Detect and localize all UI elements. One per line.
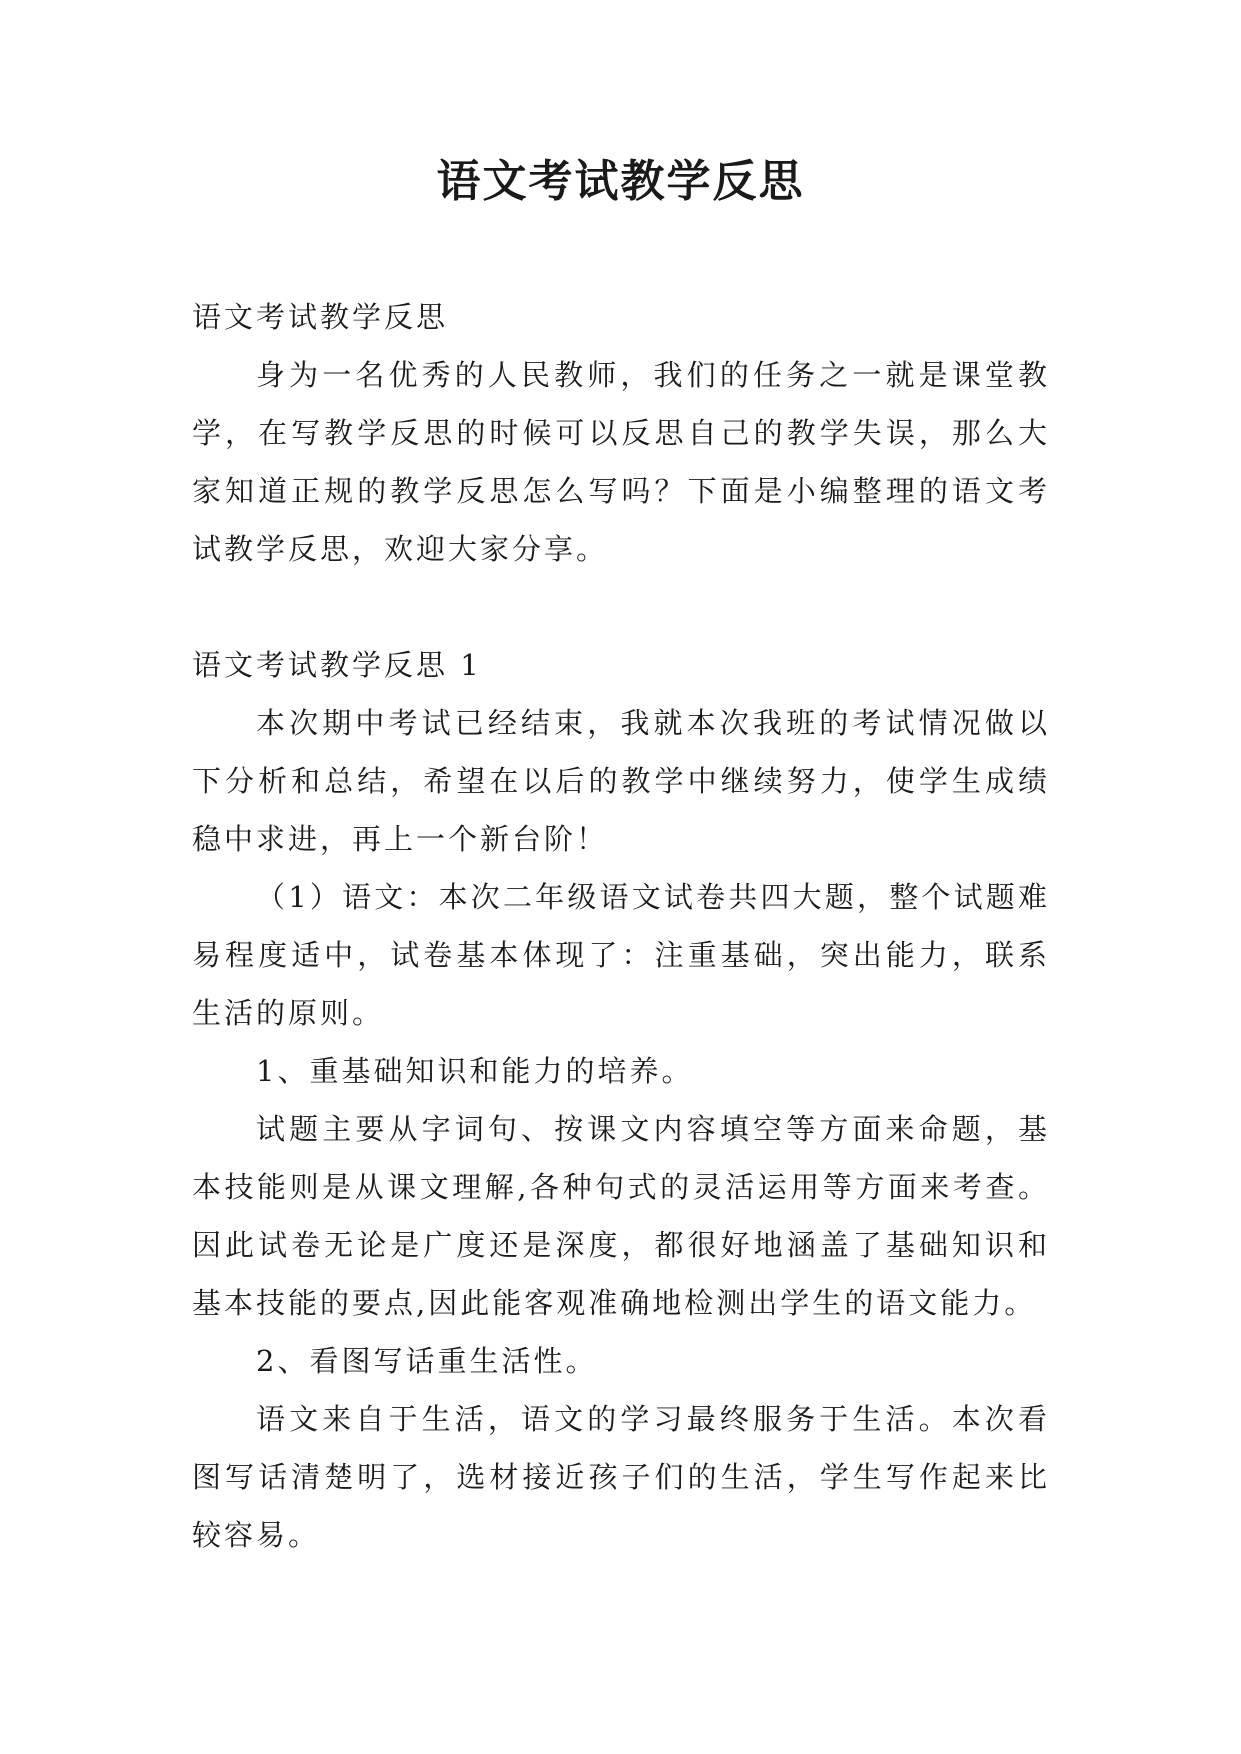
section-heading: 语文考试教学反思 1	[192, 648, 482, 682]
body-paragraph: 本次期中考试已经结束，我就本次我班的考试情况做以下分析和总结，希望在以后的教学中继续努力，使学生成绩稳中求进，再上一个新台阶！	[192, 706, 1050, 856]
list-heading: 1、重基础知识和能力的培养。	[256, 1054, 694, 1088]
intro-paragraph: 身为一名优秀的人民教师，我们的任务之一就是课堂教学，在写教学反思的时候可以反思自己的教学失误，那么大家知道正规的教学反思怎么写吗？下面是小编整理的语文考试教学反思，欢迎大家分享。	[192, 358, 1050, 566]
section-spacer	[192, 578, 1050, 636]
body-paragraph: 试题主要从字词句、按课文内容填空等方面来命题，基本技能则是从课文理解,各种句式的灵活运用等方面来考查。因此试卷无论是广度还是深度，都很好地涵盖了基础知识和基本技能的要点,因此能客观准确地检测出学生的语文能力。	[192, 1112, 1050, 1320]
subtitle: 语文考试教学反思	[192, 300, 449, 334]
document-body	[192, 288, 1050, 1564]
document-title: 语文考试教学反思	[436, 156, 805, 207]
body-paragraph: 语文来自于生活，语文的学习最终服务于生活。本次看图写话清楚明了，选材接近孩子们的生活，学生写作起来比较容易。	[192, 1402, 1050, 1552]
list-heading: 2、看图写话重生活性。	[256, 1344, 598, 1378]
body-paragraph: （1）语文：本次二年级语文试卷共四大题，整个试题难易程度适中，试卷基本体现了：注重基础，突出能力，联系生活的原则。	[192, 880, 1050, 1030]
